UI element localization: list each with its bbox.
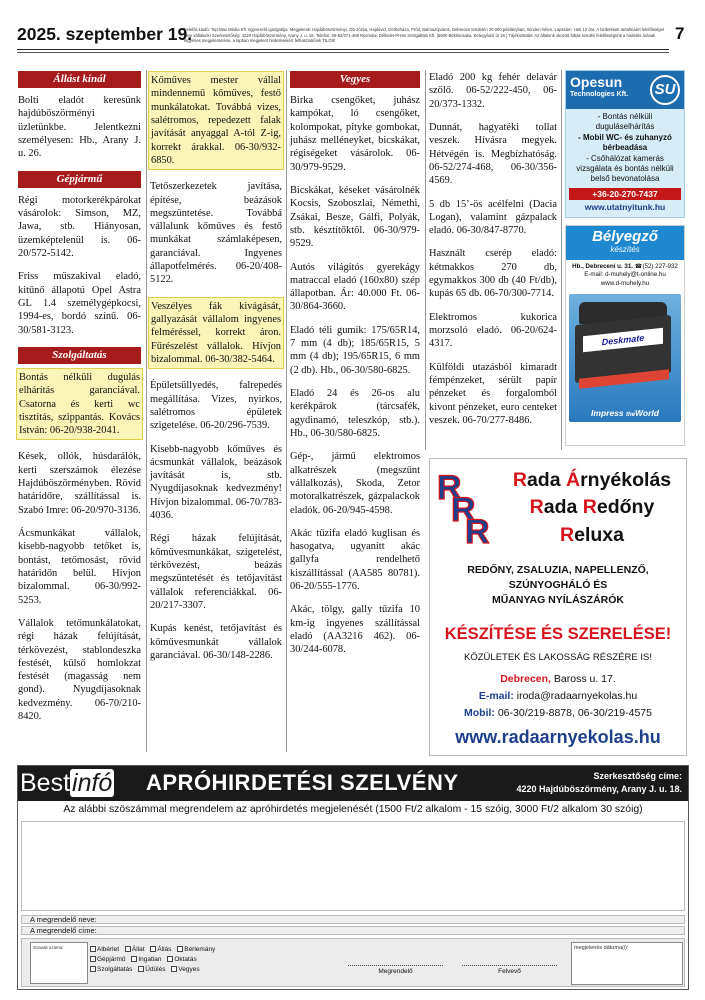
category-checkbox[interactable]: Albérlet [90, 945, 119, 955]
column-4 [429, 71, 557, 437]
ad-rada-brand-line: Rada Árnyékolás [512, 469, 672, 491]
ad-opesun-service: - Mobil WC- és zuhanyzó bérbeadása [578, 132, 672, 153]
classified-ad: Régi házak felújítását, kőművesmunkákat, szigetelést, térkövezést, beázás megszüntetését és tetőjavítást vállalok referenciákkal. 06-20/217-3307. [150, 533, 282, 611]
ad-rada-services: REDŐNY, ZSALUZIA, NAPELLENZŐ, SZÚNYOGHÁLÓ ÉS MŰANYAG NYÍLÁSZÁRÓK [467, 564, 649, 607]
svg-text:R: R [437, 469, 462, 507]
category-checkboxes [90, 945, 252, 975]
ad-belyegzo-slogan: Impress theWorld [591, 408, 659, 419]
ad-rada [429, 458, 687, 756]
category-checkbox[interactable]: Állat [125, 945, 145, 955]
ad-opesun-service: - Bontás nélküli duguláselhárítás [595, 112, 655, 132]
classified-ad: Eladó 24 és 26-os alu kerékpárok (tárcsafék, agydinamó, teleszkóp, stb.). Hb., 06-30/580-6825. [290, 388, 420, 439]
order-coupon [17, 765, 689, 990]
ad-rada-headline: KÉSZÍTÉSE ÉS SZERELÉSE! [444, 625, 672, 643]
ad-opesun-web: www.utatnyitunk.hu [584, 201, 666, 212]
ad-belyegzo-banner [566, 226, 684, 260]
imprint: Felelős kiadó: Top-Max Média Kft. ügyvezető igazgatója. Megjelenik: Hajdúböszörményi, Ób-Józsa, Hajdúvid, Görbeháza, Pród, Balmazújváros, Debrecen területén 20.000 példányban, minden héten. Lapszám: Heti 12 óra. A hirdetések tartalmáért felelősséget nem vállalunk! Szerkesztőség: 4220 Hajdúböszörmény, Arany J. u. 18. Telefon: 06-52/371-489 Nyomdai: Délkelet-Press Szolgáltató Kft. (5600 Békéscsaba, Kétegyházi út 18.) Tájékoztatás: Az általunk okozott hibás szedés felelősségünk a hirdetés árának ingyenes megjelentetése, a lapban megjelent hirdetésekért felhasználóink TILOS! [184, 27, 665, 44]
ad-rada-email: iroda@radaarnyekolas.hu [516, 689, 638, 702]
ad-belyegzo-contact [566, 260, 684, 288]
ad-opesun-subtitle: Technologies Kft. [570, 91, 629, 98]
ad-opesun-service: - Csőhálózat kamerás vizsgálata és bontás nélküli belső bevonatolása [576, 153, 674, 184]
checkbox-icon[interactable] [90, 946, 96, 952]
svg-text:R: R [465, 513, 490, 549]
category-checkbox[interactable]: Szolgáltatás [90, 965, 132, 975]
bestinfo-logo: Bestinfó [20, 769, 113, 797]
category-checkbox[interactable]: Bérlemány [177, 945, 215, 955]
ad-belyegzo-web: www.d-muhely.hu [600, 279, 650, 287]
orderer-address-field[interactable]: A megrendelő címe: [21, 926, 685, 935]
header-rule [17, 49, 669, 50]
classified-ad: Eladó téli gumik: 175/65R14, 7 mm (4 db); 185/65R15, 5 mm (4 db); 195/65R15, 6 mm (2 db). Hb., 06-30/580-6825. [290, 324, 420, 376]
classified-ad: Kupás kenést, tetőjavítást és kőművesmunkát vállalok garanciával. 06-30/148-2286. [150, 623, 282, 661]
category-checkbox[interactable]: Üdülés [138, 965, 165, 975]
rada-logo-icon [435, 467, 497, 549]
classified-ad: Dunnát, hagyatéki tollat veszek. Hívásra megyek. Hétvégén is. Megbízhatóság. 06-52/274-468, 06-30/356-4569. [429, 121, 557, 187]
ad-rada-contacts [430, 671, 686, 721]
svg-text:R: R [451, 491, 476, 529]
word-count-box[interactable]: Szavak száma: [30, 942, 88, 984]
classified-ad: Külföldi utazásból kimaradt fémpénzeket, sérült papír pénzeket és forgalomból kivont pénzeket, euro centeket veszek. 06-70/277-8486. [429, 361, 557, 426]
section-heading-allast-kinal: Állást kínál [18, 71, 141, 88]
column-1 [18, 71, 141, 733]
stamp-brand-label: Deskmate [583, 328, 663, 352]
page-number: 7 [675, 24, 685, 43]
coupon-header [18, 766, 688, 801]
classified-ad: Akác, tölgy, gally tűzifa 10 km-ig ingyenes szállítással eladó (AA3216 462). 06-30/244-6078. [290, 604, 420, 656]
checkbox-icon[interactable] [138, 966, 144, 972]
column-3 [290, 71, 420, 667]
ad-belyegzo [565, 225, 685, 446]
ad-rada-brand [502, 467, 682, 549]
ad-rada-city: Debrecen, [500, 673, 551, 685]
opesun-logo-icon: SU [650, 75, 680, 105]
classified-ad: Friss műszakival eladó, kitűnő állapotú Opel Astra GL 1.4 személygépkocsi, 1994-es, bordó színű. 06-30/581-3123. [18, 271, 141, 336]
classified-ad: 5 db 15’-ös acélfelni (Dacia Logan), valamint gázpalack eladó. 06-30/847-8770. [429, 198, 557, 237]
classified-ad: Ácsmunkákat vállalok, kisebb-nagyobb tetőket is, bontást, tetőmosást, rövid határidőn belül. Hívjon bizalommal. 06-30/992-5253. [18, 528, 141, 606]
category-checkbox[interactable]: Ingatlan [131, 955, 161, 965]
classified-ad-highlighted: Bontás nélküli dugulás elhárítás garanciával. Csatorna és kerti wc tisztítás, szippantás. Kovács István: 06-20/938-2041. [16, 368, 143, 441]
category-checkbox[interactable]: Állás [150, 945, 171, 955]
category-checkbox[interactable]: Gépjármű [90, 955, 126, 965]
classified-ad: Kisebb-nagyobb kőműves és ácsmunkát vállalok, beázások javítását is, stb. Nyugdíjasoknak kedvezmény! Hívjon bizalommal. 06-70/783-4036. [150, 443, 282, 522]
ad-belyegzo-subtitle: készítés [610, 245, 640, 254]
ad-rada-brand-line: Reluxa [560, 523, 624, 546]
checkbox-icon[interactable] [177, 946, 183, 952]
receiver-signature[interactable]: Felvevő [462, 965, 557, 975]
classified-ad: Tetőszerkezetek javítása, építése, beázások megszüntetése. Továbbá vállalunk kőműves és festő munkákat számlaképesen, garanciával. Ingyenes állapotfelmérés. 06-20/408-5122. [150, 181, 282, 286]
ad-belyegzo-email: E-mail: d-muhely@t-online.hu [584, 271, 666, 279]
column-2 [150, 71, 282, 672]
ad-rada-mobile-label: Mobil: [464, 706, 495, 719]
column-divider [561, 70, 562, 450]
checkbox-icon[interactable] [90, 966, 96, 972]
category-checkbox[interactable]: Oktatás [167, 955, 196, 965]
ad-rada-audience: KÖZÜLETEK ÉS LAKOSSÁG RÉSZÉRE IS! [464, 652, 652, 663]
category-checkbox[interactable]: Vegyes [171, 965, 199, 975]
classified-ad: Birka csengőket, juhász kampókat, ló csengőket, kolompokat, pityke gombokat, juhász melléneyket, bicskákat, régiségeket vásárolok. 06-30/979-9529. [290, 95, 420, 173]
classified-ad-highlighted: Veszélyes fák kivágását, gallyazását vállalom ingyenes felméréssel, korrekt áron. Fűrészelést vállalok. Hívjon bizalommal. 06-30/382-5464. [148, 297, 284, 370]
classified-ad: Gép-, jármű elektromos alkatrészek (megszűnt vállalkozás), Skoda, Zetor motoralkatrészek, gázpalackok eladók. 06-20/945-4598. [290, 451, 420, 516]
checkbox-icon[interactable] [125, 946, 131, 952]
ad-opesun-services [566, 109, 684, 185]
classified-ad: Kések, ollók, húsdarálók, kerti szerszámok élezése Hajdúböszörményben. Rövid határidőre, szállítással is. Szabó Imre: 06-20/970-3136. [18, 451, 141, 516]
checkbox-icon[interactable] [150, 946, 156, 952]
ad-opesun-name: Opesun [570, 74, 623, 90]
ad-rada-web: www.radaarnyekolas.hu [455, 727, 661, 747]
classified-ad: Elektromos kukorica morzsoló eladó. 06-20/624-4317. [429, 311, 557, 350]
stamp-image [569, 294, 681, 422]
classified-ad: Épületsüllyedés, falrepedés megállítása. Vizes, nyirkos, salétromos épületek szigetelése. 06-20/296-7539. [150, 380, 282, 432]
classified-ad: Eladó 200 kg fehér delavár szőlő. 06-52/222-450, 06-20/373-1332. [429, 72, 557, 110]
checkbox-icon[interactable] [131, 956, 137, 962]
orderer-signature[interactable]: Megrendelő [348, 965, 443, 975]
classified-ad-highlighted: Kőműves mester vállal mindennemű kőműves, festő munkálatokat. Továbbá vizes, salétromos, repedezett falak javítását anyaggal A-tól Z-ig, korrekt árakkal. 06-30/932-6850. [148, 71, 284, 170]
coupon-footer [21, 938, 685, 987]
section-heading-szolgaltatas: Szolgáltatás [18, 347, 141, 364]
ad-belyegzo-address: Hb., Debreceni u. 31. [572, 263, 633, 270]
coupon-office: Szerkesztőség címe: 4220 Hajdúböszörmény, Arany J. u. 18. [516, 771, 682, 795]
ad-opesun-banner [566, 71, 684, 109]
section-heading-vegyes: Vegyes [290, 71, 420, 88]
classified-ad: Autós világítós gyerekágy matraccal eladó (160x80) szép állapotban. Ár: 40.000 Ft. 06-30/864-3660. [290, 261, 420, 313]
ad-belyegzo-phone: ☎(52) 227-932 [634, 263, 678, 270]
publication-date-box[interactable]: megjelenés dátuma(i): [571, 942, 683, 985]
checkbox-icon[interactable] [167, 956, 173, 962]
column-divider [286, 70, 287, 752]
coupon-intro: Az alábbi szöszámmal megrendelem az apróhirdetés megjelenését (1500 Ft/2 alkalom - 15 szóig, 3000 Ft/2 alkalom 30 szóig) [63, 804, 643, 815]
orderer-name-field[interactable]: A megrendelő neve: [21, 915, 685, 924]
classified-ad: Vállalok tetőmunkálatokat, régi házak felújítását, térkövezést, stablondeszka festését, külső homlokzat festését (magasság nem gond). Nyugdíjasoknak kedvezmény. 06-70/210-8420. [18, 617, 141, 723]
ad-rada-brand-line: Rada Redőny [529, 496, 655, 519]
checkbox-icon[interactable] [171, 966, 177, 972]
coupon-title: APRÓHIRDETÉSI SZELVÉNY [146, 770, 459, 795]
ad-rada-mobile: 06-30/219-8878, 06-30/219-4575 [497, 706, 652, 719]
issue-date: 2025. szeptember 19. [17, 24, 193, 44]
classified-ad: Bolti eladót keresünk hajdúböszörményi üzletünkbe. Jelentkezni személyesen: Hb., Arany J. u. 26. [18, 95, 141, 160]
checkbox-icon[interactable] [90, 956, 96, 962]
classified-ad: Régi motorkerékpárokat vásárolok: Simson, MZ, Jawa, stb. Hiányosan, üzemképtelenül is. 06-20/572-5142. [18, 194, 141, 259]
ad-rada-street: Baross u. 17. [553, 673, 616, 685]
column-divider [146, 70, 147, 752]
ad-rada-email-label: E-mail: [478, 689, 514, 702]
ad-text-area[interactable] [21, 821, 685, 911]
section-heading-gepjarmu: Gépjármű [18, 171, 141, 188]
classified-ad: Használt cserép eladó: kétmakkos 270 db, egymakkos 300 db (40 Ft/db), kupás 65 db. 06-70/300-7714. [429, 248, 557, 300]
classified-ad: Bicskákat, késeket vásárolnék Kocsis, Szoboszlai, Némethi, Zsákai, Besze, Gálfi, Polyák, stb. késztítőktől. 06-30/979-9529. [290, 184, 420, 250]
classified-ad: Akác tűzifa eladó kuglisan és hasogatva, ugyanitt akác gallyfa rendelhető kiszállítással (AA585 80781). 06-20/555-1776. [290, 527, 420, 593]
header-rule-thin [17, 52, 669, 53]
ad-belyegzo-title: Bélyegző [592, 228, 658, 245]
column-divider [425, 70, 426, 450]
ad-opesun-phone: +36-20-270-7437 [569, 188, 681, 200]
ad-opesun [565, 70, 685, 218]
